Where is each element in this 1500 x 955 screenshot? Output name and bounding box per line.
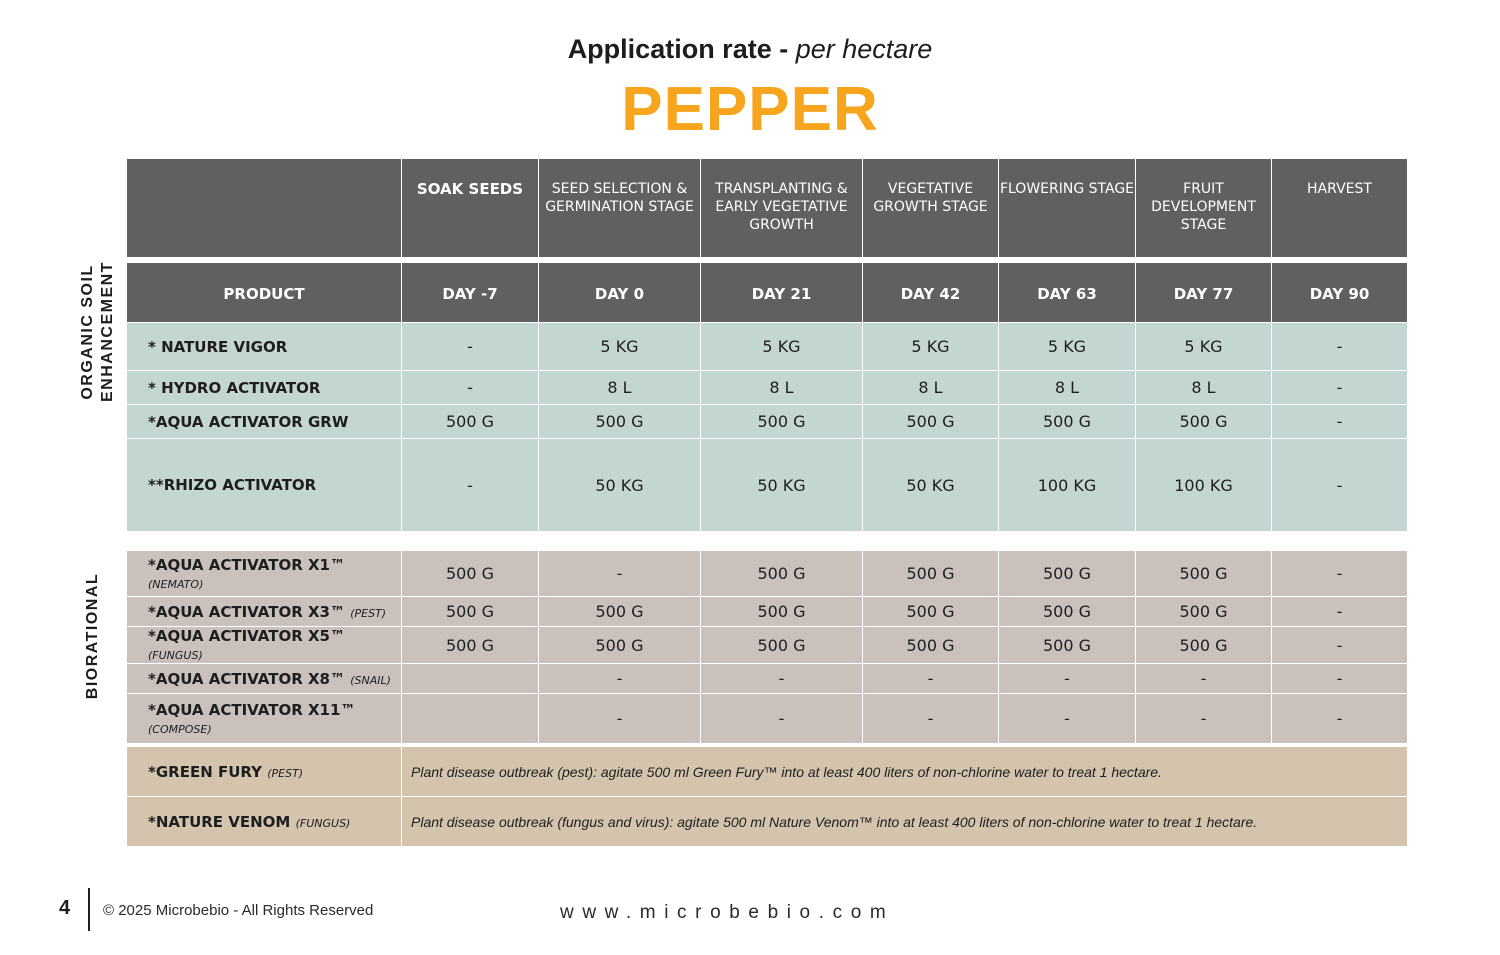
value-cell: -	[1272, 664, 1408, 694]
value-cell: -	[1272, 405, 1408, 439]
table-row	[127, 797, 1408, 847]
value-cell: 100 KG	[999, 439, 1136, 532]
day-cell-1: DAY -7	[402, 263, 539, 366]
day-cell-7: DAY 90	[1272, 263, 1408, 366]
day-cell-2: DAY 0	[539, 263, 701, 366]
product-qualifier: (PEST)	[350, 606, 387, 620]
value-cell: -	[402, 439, 539, 532]
value-cell: 8 L	[1136, 371, 1272, 405]
product-name: * HYDRO ACTIVATOR	[127, 371, 402, 405]
value-cell: 8 L	[701, 371, 863, 405]
value-cell: 500 G	[999, 405, 1136, 439]
value-cell: 500 G	[1136, 627, 1272, 664]
table-row	[127, 439, 1408, 532]
copyright: © 2025 Microbebio - All Rights Reserved	[103, 902, 374, 919]
value-cell: 500 G	[701, 405, 863, 439]
value-cell: 500 G	[999, 627, 1136, 664]
biorational-table	[126, 550, 1408, 744]
treatment-description: Plant disease outbreak (fungus and virus): agitate 500 ml Nature Venom™ into at least 400 liters of non-chlorine water to treat 1 hectare.	[402, 797, 1408, 847]
table-row	[127, 371, 1408, 405]
organic-table	[126, 322, 1408, 532]
table-row	[127, 627, 1408, 664]
day-cell-3: DAY 21	[701, 263, 863, 366]
stage-cell-7: HARVEST	[1272, 159, 1408, 258]
section-label-organic: ORGANIC SOIL ENHANCEMENT	[79, 261, 116, 402]
product-qualifier: (NEMATO)	[148, 577, 204, 591]
table-row	[127, 664, 1408, 694]
value-cell: -	[402, 371, 539, 405]
product-name: *AQUA ACTIVATOR X8™ (SNAIL)	[127, 664, 402, 694]
table-row	[127, 551, 1408, 597]
title-bold: Application rate	[567, 34, 772, 64]
stage-row	[127, 159, 1408, 258]
table-row	[127, 597, 1408, 627]
value-cell: -	[539, 551, 701, 597]
product-qualifier: (SNAIL)	[350, 673, 391, 687]
stage-cell-1: SOAK SEEDS	[402, 159, 539, 258]
value-cell: 500 G	[999, 551, 1136, 597]
value-cell: 500 G	[539, 405, 701, 439]
stage-cell-4: VEGETATIVE GROWTH STAGE	[863, 159, 999, 258]
product-name: *AQUA ACTIVATOR X1™ (NEMATO)	[127, 551, 402, 597]
value-cell: -	[863, 664, 999, 694]
value-cell: 500 G	[402, 405, 539, 439]
value-cell	[402, 694, 539, 744]
value-cell: -	[863, 694, 999, 744]
value-cell: 50 KG	[701, 439, 863, 532]
value-cell: 500 G	[402, 551, 539, 597]
product-qualifier: (FUNGUS)	[295, 816, 351, 830]
value-cell: 5 KG	[539, 323, 701, 371]
day-cell-5: DAY 63	[999, 263, 1136, 366]
value-cell: -	[1272, 597, 1408, 627]
value-cell: 50 KG	[539, 439, 701, 532]
product-name: **RHIZO ACTIVATOR	[127, 439, 402, 532]
crop-title: PEPPER	[621, 75, 879, 144]
day-cell-0: PRODUCT	[127, 263, 402, 366]
table-row	[127, 323, 1408, 371]
value-cell: 500 G	[863, 627, 999, 664]
table-row	[127, 747, 1408, 797]
value-cell: 500 G	[863, 405, 999, 439]
value-cell: -	[999, 694, 1136, 744]
value-cell: -	[1272, 694, 1408, 744]
section-label-biorational: BIORATIONAL	[84, 572, 101, 700]
value-cell: -	[1272, 439, 1408, 532]
value-cell	[402, 664, 539, 694]
table-row	[127, 694, 1408, 744]
value-cell: 8 L	[863, 371, 999, 405]
value-cell: 8 L	[539, 371, 701, 405]
page-title	[0, 34, 1500, 65]
stage-cell-0	[127, 159, 402, 258]
value-cell: -	[1272, 627, 1408, 664]
website-url: www.microbebio.com	[560, 902, 895, 923]
treatment-table	[126, 746, 1408, 847]
value-cell: 500 G	[1136, 551, 1272, 597]
value-cell: -	[402, 323, 539, 371]
value-cell: -	[1136, 664, 1272, 694]
product-name: * NATURE VIGOR	[127, 323, 402, 371]
value-cell: -	[1272, 371, 1408, 405]
value-cell: 500 G	[863, 551, 999, 597]
value-cell: 500 G	[1136, 597, 1272, 627]
product-name: *AQUA ACTIVATOR X3™ (PEST)	[127, 597, 402, 627]
value-cell: -	[999, 664, 1136, 694]
value-cell: 500 G	[701, 627, 863, 664]
stage-cell-3: TRANSPLANTING & EARLY VEGETATIVE GROWTH	[701, 159, 863, 258]
value-cell: 5 KG	[701, 323, 863, 371]
value-cell: 500 G	[402, 597, 539, 627]
product-name: *GREEN FURY (PEST)	[127, 747, 402, 797]
value-cell: 500 G	[701, 597, 863, 627]
value-cell: 5 KG	[863, 323, 999, 371]
value-cell: 8 L	[999, 371, 1136, 405]
table-row	[127, 405, 1408, 439]
title-dash: -	[771, 34, 796, 64]
value-cell: -	[701, 664, 863, 694]
product-name: *AQUA ACTIVATOR GRW	[127, 405, 402, 439]
value-cell: 50 KG	[863, 439, 999, 532]
stage-cell-5: FLOWERING STAGE	[999, 159, 1136, 258]
value-cell: 500 G	[863, 597, 999, 627]
value-cell: 5 KG	[1136, 323, 1272, 371]
value-cell: -	[701, 694, 863, 744]
value-cell: -	[1272, 551, 1408, 597]
footer-divider	[88, 888, 90, 931]
value-cell: 5 KG	[999, 323, 1136, 371]
value-cell: 500 G	[701, 551, 863, 597]
product-qualifier: (FUNGUS)	[148, 649, 203, 662]
value-cell: -	[1272, 323, 1408, 371]
product-qualifier: (PEST)	[267, 766, 304, 780]
product-name: *AQUA ACTIVATOR X11™ (COMPOSE)	[127, 694, 402, 744]
product-name: *NATURE VENOM (FUNGUS)	[127, 797, 402, 847]
value-cell: -	[1136, 694, 1272, 744]
value-cell: -	[539, 694, 701, 744]
product-name: *AQUA ACTIVATOR X5™ (FUNGUS)	[127, 627, 402, 664]
value-cell: 500 G	[402, 627, 539, 664]
stage-cell-6: FRUIT DEVELOPMENT STAGE	[1136, 159, 1272, 258]
value-cell: 500 G	[539, 627, 701, 664]
stage-cell-2: SEED SELECTION & GERMINATION STAGE	[539, 159, 701, 258]
day-cell-6: DAY 77	[1136, 263, 1272, 366]
treatment-description: Plant disease outbreak (pest): agitate 500 ml Green Fury™ into at least 400 liters of non-chlorine water to treat 1 hectare.	[402, 747, 1408, 797]
value-cell: 500 G	[539, 597, 701, 627]
page-number: 4	[59, 897, 71, 919]
value-cell: 500 G	[1136, 405, 1272, 439]
value-cell: 100 KG	[1136, 439, 1272, 532]
day-cell-4: DAY 42	[863, 263, 999, 366]
product-qualifier: (COMPOSE)	[148, 722, 212, 736]
value-cell: 500 G	[999, 597, 1136, 627]
value-cell: -	[539, 664, 701, 694]
title-italic: per hectare	[795, 34, 933, 64]
